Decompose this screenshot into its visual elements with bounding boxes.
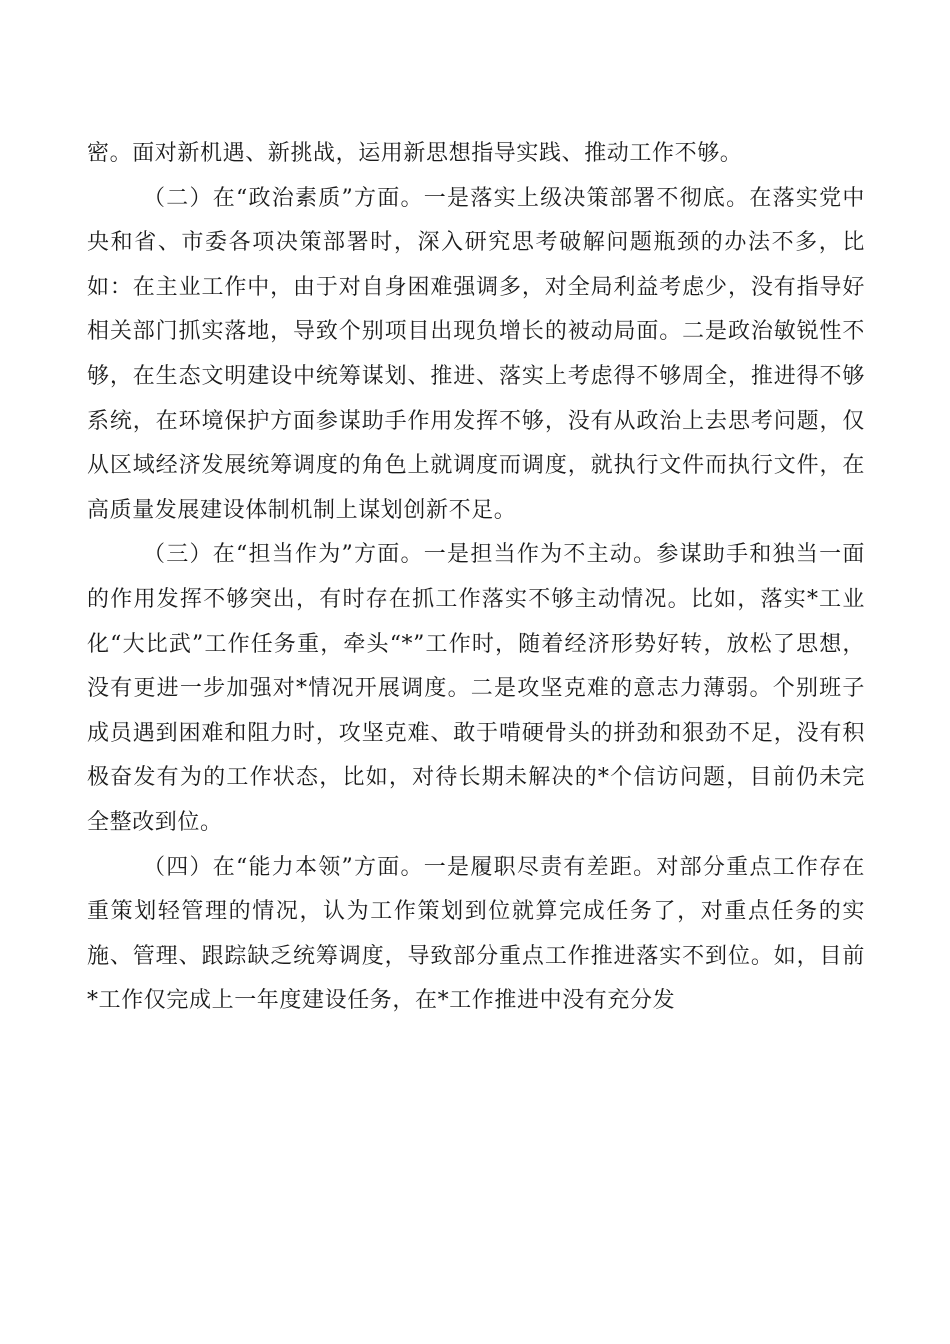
- paragraph-ability: （四）在“能力本领”方面。一是履职尽责有差距。对部分重点工作存在重策划轻管理的情况，认为工作策划到位就算完成任务了，对重点任务的实施、管理、跟踪缺乏统筹调度，导致部分重点工作推进落实不到位。如，目前*工作仅完成上一年度建设任务，在*工作推进中没有充分发: [87, 854, 865, 1014]
- paragraph-continuation: 密。面对新机遇、新挑战，运用新思想指导实践、推动工作不够。: [87, 141, 743, 166]
- document-body: [87, 132, 865, 1024]
- paragraph-responsibility: （三）在“担当作为”方面。一是担当作为不主动。参谋助手和独当一面的作用发挥不够突出，有时存在抓工作落实不够主动情况。比如，落实*工业化“大比武”工作任务重，牵头“*”工作时，随着经济形势好转，放松了思想，没有更进一步加强对*情况开展调度。二是攻坚克难的意志力薄弱。个别班子成员遇到困难和阻力时，攻坚克难、敢于啃硬骨头的拼劲和狠劲不足，没有积极奋发有为的工作状态，比如，对待长期未解决的*个信访问题，目前仍未完全整改到位。: [87, 542, 865, 835]
- paragraph-political-quality: （二）在“政治素质”方面。一是落实上级决策部署不彻底。在落实党中央和省、市委各项决策部署时，深入研究思考破解问题瓶颈的办法不多，比如：在主业工作中，由于对自身困难强调多，对全局利益考虑少，没有指导好相关部门抓实落地，导致个别项目出现负增长的被动局面。二是政治敏锐性不够，在生态文明建设中统筹谋划、推进、落实上考虑得不够周全，推进得不够系统，在环境保护方面参谋助手作用发挥不够，没有从政治上去思考问题，仅从区域经济发展统筹调度的角色上就调度而调度，就执行文件而执行文件，在高质量发展建设体制机制上谋划创新不足。: [87, 185, 865, 523]
